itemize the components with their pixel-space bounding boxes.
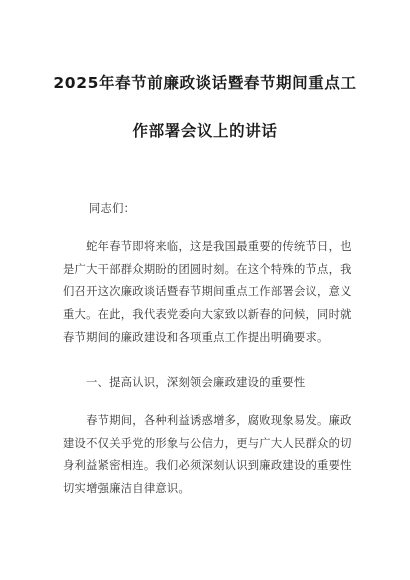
paragraph-2-line: 春节期间，各种利益诱惑增多，腐败现象易发。廉政 — [63, 414, 352, 427]
document-title-line-2: 作部署会议上的讲话 — [132, 122, 278, 140]
salutation: 同志们： — [89, 202, 136, 215]
paragraph-1-line: 春节期间的廉政建设和各项重点工作提出明确要求。 — [63, 330, 329, 344]
paragraph-2-line: 身利益紧密相连。我们必须深刻认识到廉政建设的重要性 — [63, 459, 352, 473]
paragraph-2-line: 建设不仅关乎党的形象与公信力，更与广大人民群众的切 — [63, 436, 352, 450]
section-1-heading: 一、提高认识，深刻领会廉政建设的重要性 — [86, 376, 306, 389]
document-title-line-1: 2025年春节前廉政谈话暨春节期间重点工 — [53, 74, 357, 92]
paragraph-1-line: 重大。在此，我代表党委向大家致以新春的问候，同时就 — [63, 308, 352, 322]
paragraph-1-line: 们召开这次廉政谈话暨春节期间重点工作部署会议，意义 — [63, 285, 352, 299]
paragraph-2 — [63, 410, 352, 501]
paragraph-1-line: 蛇年春节即将来临，这是我国最重要的传统节日，也 — [63, 240, 352, 253]
paragraph-2-line: 切实增强廉洁自律意识。 — [63, 482, 191, 496]
paragraph-1-line: 是广大干部群众期盼的团圆时刻。在这个特殊的节点，我 — [63, 262, 352, 276]
paragraph-1 — [63, 236, 352, 349]
